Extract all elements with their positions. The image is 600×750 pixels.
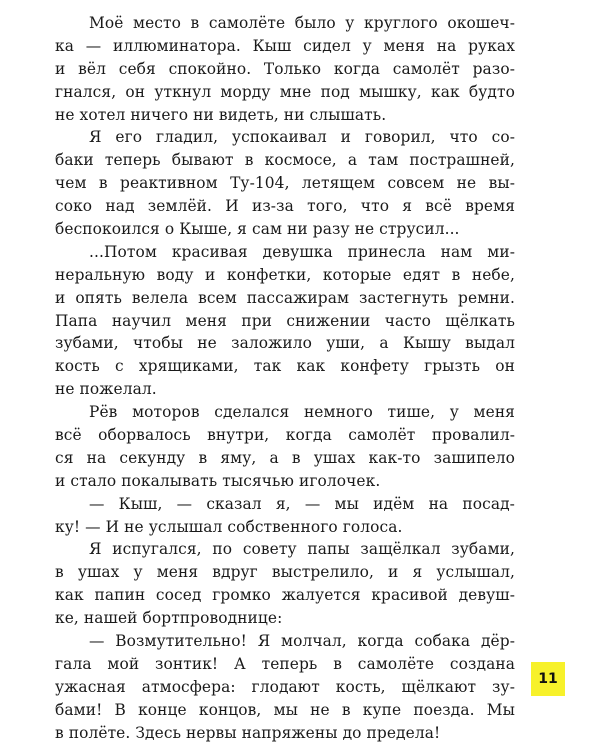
text-line: и стало покалывать тысячью иголочек. [55,471,381,490]
text-line: чем в реактивном Ту-104, летящем совсем не вы- [55,174,515,193]
text-line: не пожелал. [55,380,157,399]
page-number: 11 [531,662,565,696]
text-line: — Возмутительно! Я молчал, когда собака дёр- [89,632,515,651]
text-line: ся на секунду в яму, а в ушах как-то зашипело [55,448,515,467]
text-line: ка — иллюминатора. Кыш сидел у меня на руках [55,36,515,55]
text-line: в полёте. Здесь нервы напряжены до предела! [55,723,441,742]
text-line: в ушах у меня вдруг выстрелило, и я услышал, [55,563,515,582]
text-line: баки теперь бывают в космосе, а там пострашней, [55,151,515,170]
text-line: Я его гладил, успокаивал и говорил, что со- [89,128,515,147]
text-line: неральную воду и конфетки, которые едят в небе, [55,265,515,284]
text-line: гнался, он уткнул морду мне под мышку, как будто [55,82,515,101]
text-line: Папа научил меня при снижении часто щёлкать [55,311,515,330]
text-line: Рёв моторов сделался немного тише, у меня [89,403,515,422]
text-line: ку! — И не услышал собственного голоса. [55,517,403,536]
text-line: и вёл себя спокойно. Только когда самолёт разо- [55,59,515,78]
text-line: ке, нашей бортпроводнице: [55,609,283,628]
text-line: гала мой зонтик! А теперь в самолёте создана [55,654,515,673]
text-line: зубами, чтобы не заложило уши, а Кышу выдал [55,334,515,353]
page-text [55,12,515,745]
text-line: кость с хрящиками, так как конфету грызть он [55,357,515,376]
text-line: ...Потом красивая девушка принесла нам ми- [89,242,515,261]
text-line: как папин сосед громко жалуется красивой девуш- [55,586,515,605]
text-line: бами! В конце концов, мы не в купе поезда. Мы [55,700,515,719]
text-line: ужасная атмосфера: глодают кость, щёлкают зу- [55,677,515,696]
text-line: и опять велела всем пассажирам застегнуть ремни. [55,288,515,307]
text-line: не хотел ничего ни видеть, ни слышать. [55,105,387,124]
text-line: всё оборвалось внутри, когда самолёт провалил- [55,426,515,445]
text-line: Моё место в самолёте было у круглого окошеч- [89,14,515,32]
text-line: соко над землёй. И из-за того, что я всё время [55,197,515,216]
text-line: — Кыш, — сказал я, — мы идём на посад- [89,494,515,513]
text-line: Я испугался, по совету папы защёлкал зубами, [89,540,515,559]
text-line: беспокоился о Кыше, я сам ни разу не струсил... [55,220,460,239]
